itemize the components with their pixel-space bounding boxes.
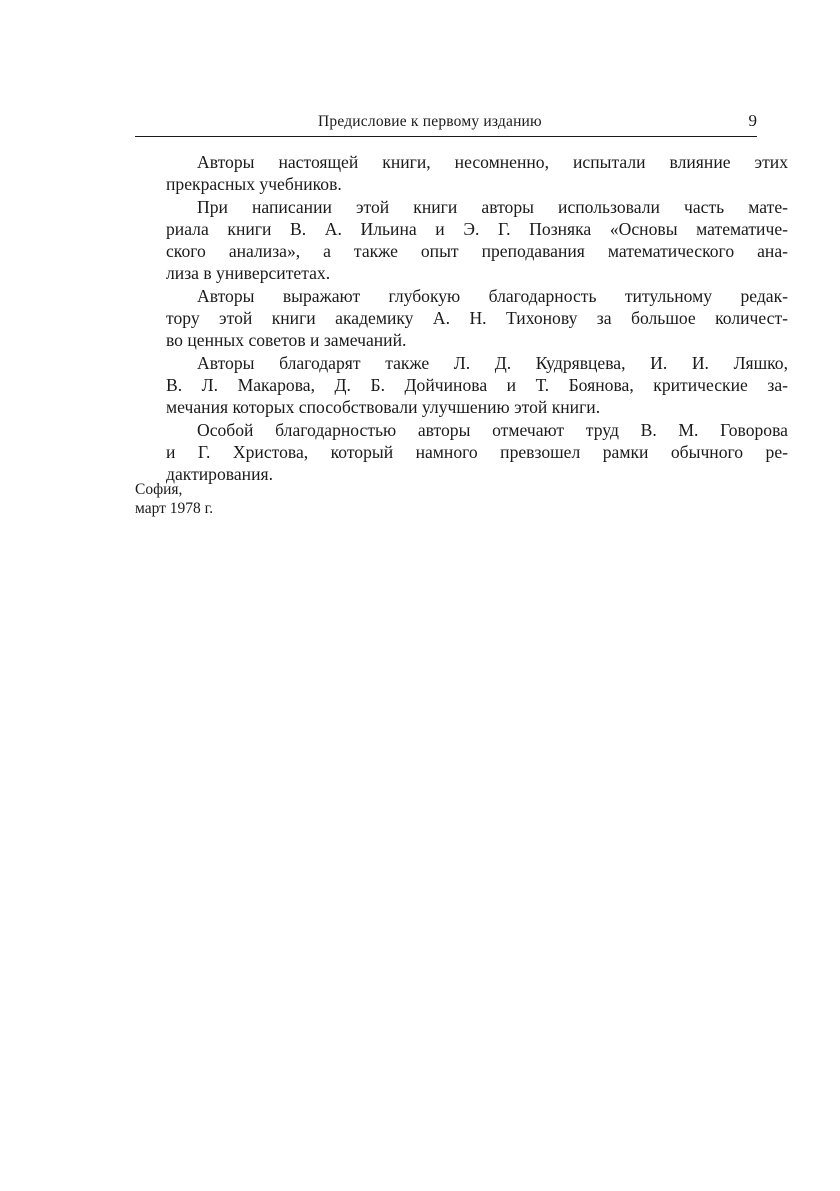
paragraph-5 (135, 419, 788, 486)
running-title: Предисловие к первому изданию (318, 113, 542, 130)
paragraph-2 (135, 196, 788, 285)
text-line: мечания которых способствовали улучшению этой книги. (166, 397, 601, 418)
text-line: лиза в университетах. (166, 263, 331, 284)
text-line: В. Л. Макарова, Д. Б. Дойчинова и Т. Боянова, критические за- (166, 374, 788, 395)
text-line: Авторы настоящей книги, несомненно, испытали влияние этих (197, 152, 788, 172)
header-rule (135, 136, 757, 137)
body-text (135, 151, 788, 485)
text-line: Авторы благодарят также Л. Д. Кудрявцева, И. И. Ляшко, (197, 352, 788, 373)
text-line: При написании этой книги авторы использовали часть мате- (197, 196, 788, 217)
signature-date: март 1978 г. (135, 499, 214, 517)
text-line: тору этой книги академику А. Н. Тихонову за большое количест- (166, 308, 788, 329)
paragraph-4 (135, 352, 788, 419)
text-line: прекрасных учебников. (166, 174, 342, 195)
text-line: во ценных советов и замечаний. (166, 330, 407, 351)
text-line: и Г. Христова, который намного превзошел рамки обычного ре- (166, 441, 788, 462)
paragraph-1 (135, 151, 788, 196)
running-head (135, 110, 757, 134)
text-line: риала книги В. А. Ильина и Э. Г. Позняка «Основы математиче- (166, 218, 788, 239)
text-line: Авторы выражают глубокую благодарность титульному редак- (197, 285, 788, 306)
paragraph-3 (135, 285, 788, 352)
signature (135, 481, 213, 518)
page-number: 9 (748, 111, 757, 130)
text-line: Особой благодарностью авторы отмечают труд В. М. Говорова (197, 419, 788, 440)
text-line: ского анализа», а также опыт преподавания математического ана- (166, 241, 788, 262)
text-line: дактирования. (166, 464, 273, 485)
signature-place: София, (135, 481, 183, 498)
